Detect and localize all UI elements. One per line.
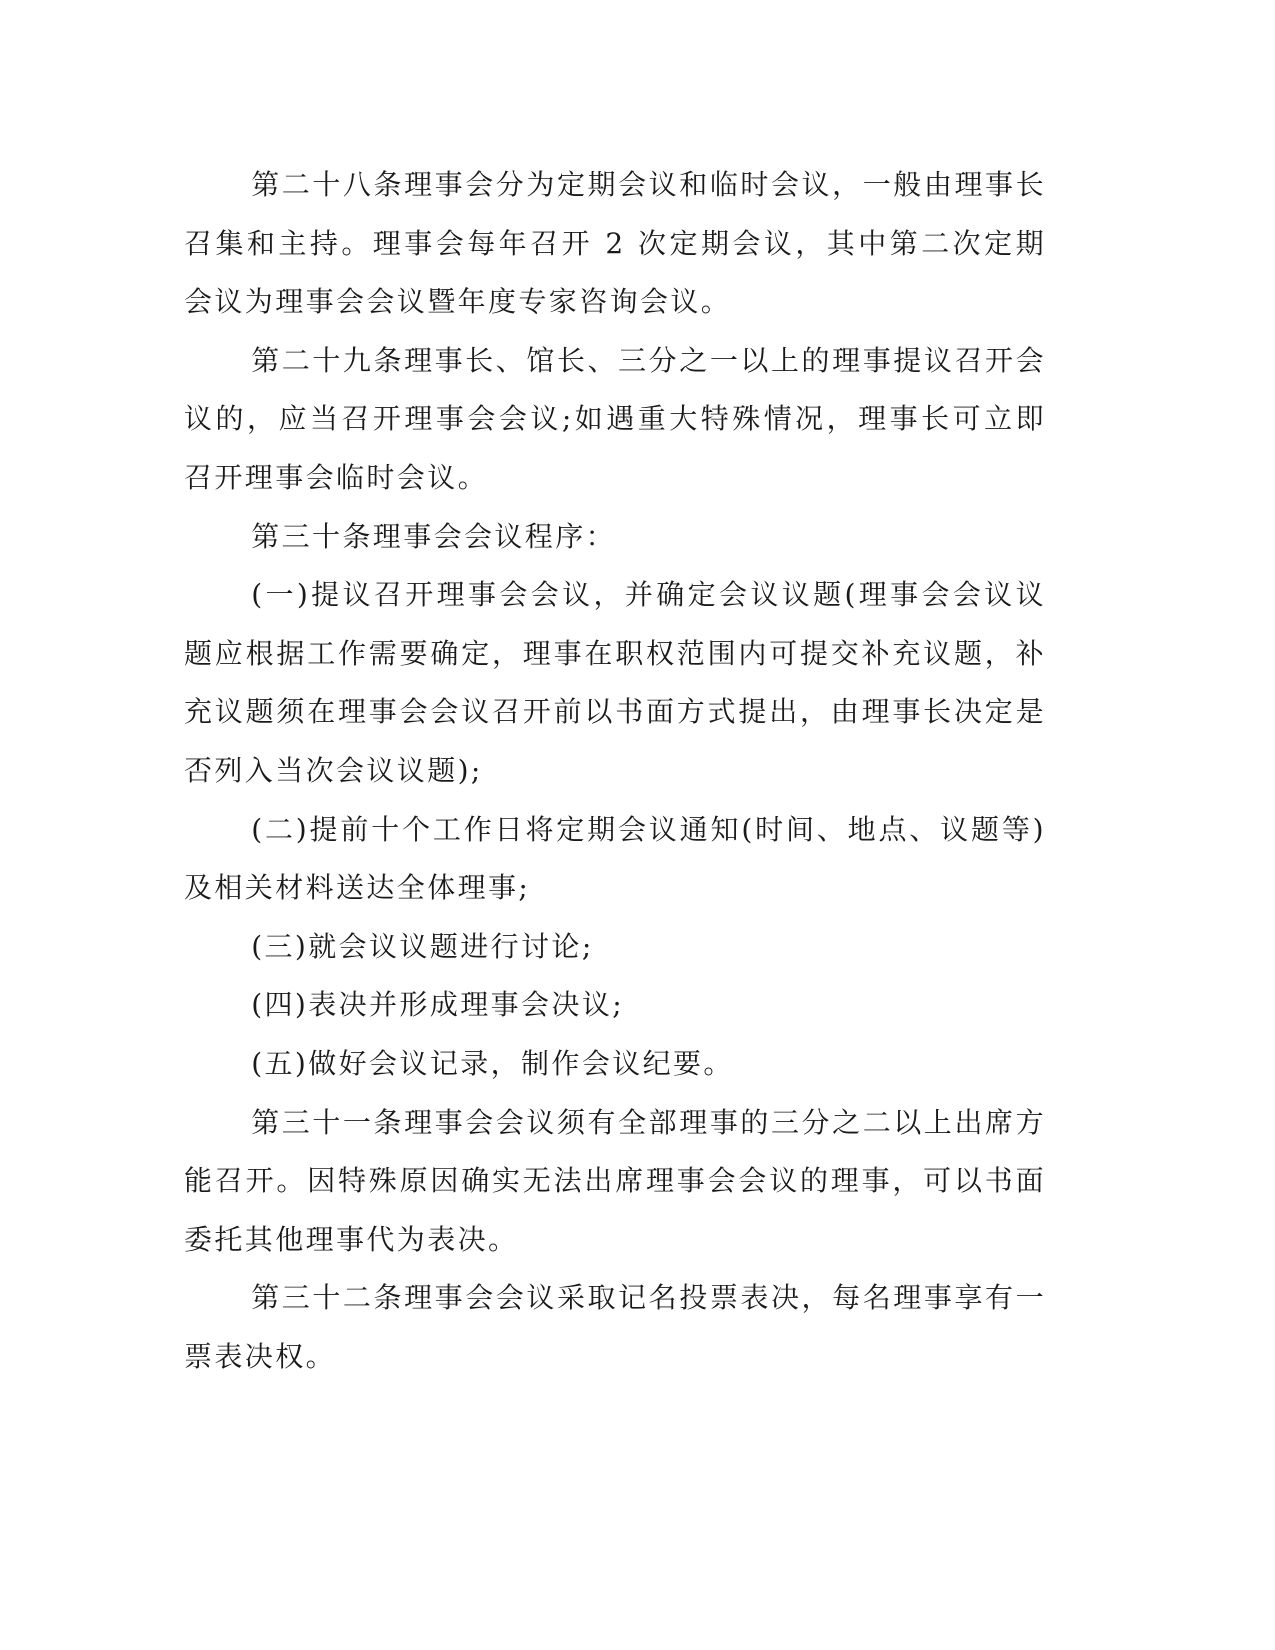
paragraph-article-32: 第三十二条理事会会议采取记名投票表决，每名理事享有一票表决权。 bbox=[184, 1281, 1046, 1373]
paragraph-article-31: 第三十一条理事会会议须有全部理事的三分之二以上出席方能召开。因特殊原因确实无法出席理事会会议的理事，可以书面委托其他理事代为表决。 bbox=[184, 1105, 1046, 1256]
document-body bbox=[184, 156, 1046, 1386]
paragraph-procedure-5: (五)做好会议记录，制作会议纪要。 bbox=[251, 1046, 734, 1080]
paragraph-procedure-4: (四)表决并形成理事会决议; bbox=[251, 988, 625, 1022]
paragraph-procedure-2: (二)提前十个工作日将定期会议通知(时间、地点、议题等)及相关材料送达全体理事; bbox=[184, 812, 1046, 905]
paragraph-procedure-1: (一)提议召开理事会会议，并确定会议议题(理事会会议议题应根据工作需要确定，理事在职权范围内可提交补充议题，补充议题须在理事会会议召开前以书面方式提出，由理事长决定是否列入当次会议议题); bbox=[184, 578, 1046, 787]
paragraph-article-29: 第二十九条理事长、馆长、三分之一以上的理事提议召开会议的，应当召开理事会会议;如遇重大特殊情况，理事长可立即召开理事会临时会议。 bbox=[184, 343, 1046, 494]
paragraph-article-30: 第三十条理事会会议程序： bbox=[251, 519, 616, 553]
paragraph-article-28: 第二十八条理事会分为定期会议和临时会议，一般由理事长召集和主持。理事会每年召开 2 次定期会议，其中第二次定期会议为理事会会议暨年度专家咨询会议。 bbox=[184, 168, 1046, 319]
paragraph-procedure-3: (三)就会议议题进行讨论; bbox=[251, 929, 594, 963]
